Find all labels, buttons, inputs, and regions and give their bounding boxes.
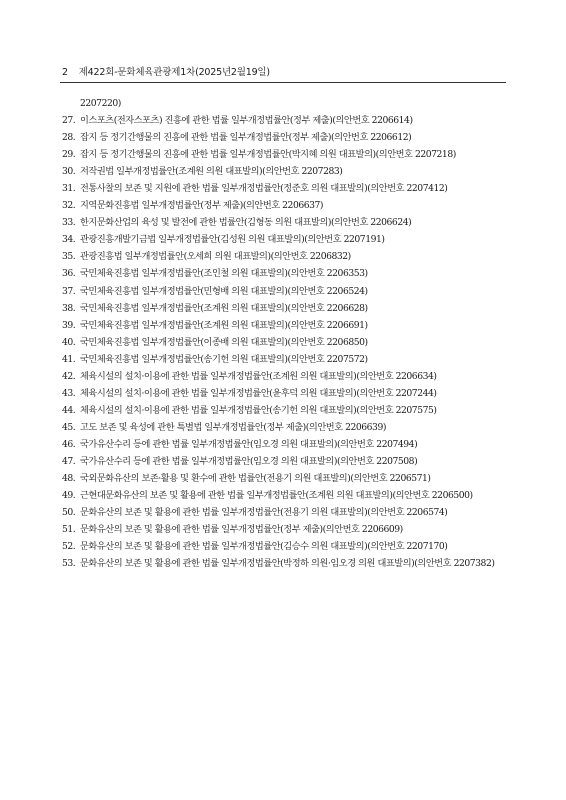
item-text: 잡지 등 정기간행물의 진흥에 관한 법률 일부개정법률안(박지혜 의원 대표발의)(의안번호 2207218) [80, 149, 456, 161]
list-item [62, 402, 506, 419]
list-item [62, 317, 506, 334]
item-text: 문화유산의 보존 및 활용에 관한 법률 일부개정법률안(박정하 의원·임오경 의원 대표발의)(의안번호 2207382) [80, 558, 495, 570]
item-text: 체육시설의 설치·이용에 관한 법률 일부개정법률안(송기헌 의원 대표발의)(의안번호 2207575) [80, 404, 437, 416]
item-text: 국가유산수리 등에 관한 법률 일부개정법률안(임오경 의원 대표발의)(의안번호 2207508) [80, 455, 418, 467]
list-item [62, 521, 506, 538]
item-number: 44. [62, 404, 76, 416]
item-text: 이스포츠(전자스포츠) 진흥에 관한 법률 일부개정법률안(정부 제출)(의안번호 2206614) [80, 115, 413, 127]
item-number: 27. [62, 115, 76, 127]
item-text: 고도 보존 및 육성에 관한 특별법 일부개정법률안(정부 제출)(의안번호 2206639) [80, 421, 386, 433]
item-number: 41. [62, 353, 76, 365]
list-item [62, 197, 506, 214]
item-number: 28. [62, 132, 76, 144]
item-number: 33. [62, 217, 76, 229]
item-text: 문화유산의 보존 및 활용에 관한 법률 일부개정법률안(전용기 의원 대표발의)(의안번호 2206574) [80, 507, 448, 519]
list-item [62, 214, 506, 231]
item-number: 40. [62, 336, 76, 348]
list-item [62, 419, 506, 436]
item-text: 문화유산의 보존 및 활용에 관한 법률 일부개정법률안(정부 제출)(의안번호 2206609) [80, 524, 403, 536]
list-item [62, 146, 506, 163]
page-number: 2 [62, 67, 68, 78]
list-item [62, 180, 506, 197]
item-number: 32. [62, 200, 76, 212]
item-number: 37. [62, 285, 76, 297]
list-item [62, 283, 506, 300]
list-item [62, 504, 506, 521]
document-title: 제422회-문화체육관광제1차(2025년2월19일) [78, 67, 270, 78]
item-number: 39. [62, 319, 76, 331]
item-number: 30. [62, 166, 76, 178]
item-number: 48. [62, 473, 76, 485]
list-item [62, 436, 506, 453]
item-number: 35. [62, 251, 76, 263]
page-header [62, 66, 502, 80]
item-text: 관광진흥법 일부개정법률안(오세희 의원 대표발의)(의안번호 2206832) [80, 251, 351, 263]
list-item [62, 555, 506, 572]
item-number: 38. [62, 302, 76, 314]
item-text: 국민체육진흥법 일부개정법률안(조계원 의원 대표발의)(의안번호 2206691) [80, 319, 368, 331]
item-number: 46. [62, 438, 76, 450]
list-item [62, 231, 506, 248]
list-item [62, 265, 506, 282]
item-text: 국민체육진흥법 일부개정법률안(조계원 의원 대표발의)(의안번호 2206628) [80, 302, 368, 314]
list-item [62, 470, 506, 487]
list-item-continuation: 2207220) [80, 98, 121, 109]
header-divider [60, 82, 506, 83]
item-text: 근현대문화유산의 보존 및 활용에 관한 법률 일부개정법률안(조계원 의원 대표발의)(의안번호 2206500) [80, 490, 473, 502]
item-text: 국민체육진흥법 일부개정법률안(민형배 의원 대표발의)(의안번호 2206524) [80, 285, 368, 297]
item-text: 국외문화유산의 보존·활용 및 환수에 관한 법률안(전용기 의원 대표발의)(의안번호 2206571) [80, 473, 431, 485]
list-item [62, 487, 506, 504]
item-number: 43. [62, 387, 76, 399]
item-number: 53. [62, 558, 76, 570]
list-item [62, 351, 506, 368]
item-text: 저작권법 일부개정법률안(조계원 의원 대표발의)(의안번호 2207283) [80, 166, 343, 178]
list-item [62, 112, 506, 129]
item-text: 잡지 등 정기간행물의 진흥에 관한 법률 일부개정법률안(정부 제출)(의안번호 2206612) [80, 132, 412, 144]
agenda-items [62, 112, 506, 572]
item-number: 50. [62, 507, 76, 519]
item-number: 49. [62, 490, 76, 502]
list-item [62, 248, 506, 265]
item-text: 지역문화진흥법 일부개정법률안(정부 제출)(의안번호 2206637) [80, 200, 324, 212]
item-number: 31. [62, 183, 76, 195]
item-text: 한지문화산업의 육성 및 발전에 관한 법률안(김형동 의원 대표발의)(의안번호 2206624) [80, 217, 412, 229]
item-number: 42. [62, 370, 76, 382]
item-number: 51. [62, 524, 76, 536]
item-number: 47. [62, 455, 76, 467]
list-item [62, 385, 506, 402]
list-item [62, 334, 506, 351]
item-number: 36. [62, 268, 76, 280]
item-number: 29. [62, 149, 76, 161]
item-text: 관광진흥개발기금법 일부개정법률안(김성원 의원 대표발의)(의안번호 2207191) [80, 234, 385, 246]
item-text: 체육시설의 설치·이용에 관한 법률 일부개정법률안(조계원 의원 대표발의)(의안번호 2206634) [80, 370, 437, 382]
list-item [62, 538, 506, 555]
item-number: 52. [62, 541, 76, 553]
list-item [62, 129, 506, 146]
list-item [62, 300, 506, 317]
item-number: 45. [62, 421, 76, 433]
item-text: 국가유산수리 등에 관한 법률 일부개정법률안(임오경 의원 대표발의)(의안번호 2207494) [80, 438, 418, 450]
item-text: 문화유산의 보존 및 활용에 관한 법률 일부개정법률안(김승수 의원 대표발의)(의안번호 2207170) [80, 541, 448, 553]
list-item [62, 163, 506, 180]
item-text: 체육시설의 설치·이용에 관한 법률 일부개정법률안(윤후덕 의원 대표발의)(의안번호 2207244) [80, 387, 437, 399]
item-text: 전통사찰의 보존 및 지원에 관한 법률 일부개정법률안(정준호 의원 대표발의)(의안번호 2207412) [80, 183, 448, 195]
item-text: 국민체육진흥법 일부개정법률안(이종배 의원 대표발의)(의안번호 2206850) [80, 336, 368, 348]
item-text: 국민체육진흥법 일부개정법률안(송기헌 의원 대표발의)(의안번호 2207572) [80, 353, 368, 365]
list-item [62, 453, 506, 470]
item-number: 34. [62, 234, 76, 246]
list-item [62, 368, 506, 385]
agenda-list [62, 95, 506, 572]
item-text: 국민체육진흥법 일부개정법률안(조인철 의원 대표발의)(의안번호 2206353) [80, 268, 368, 280]
